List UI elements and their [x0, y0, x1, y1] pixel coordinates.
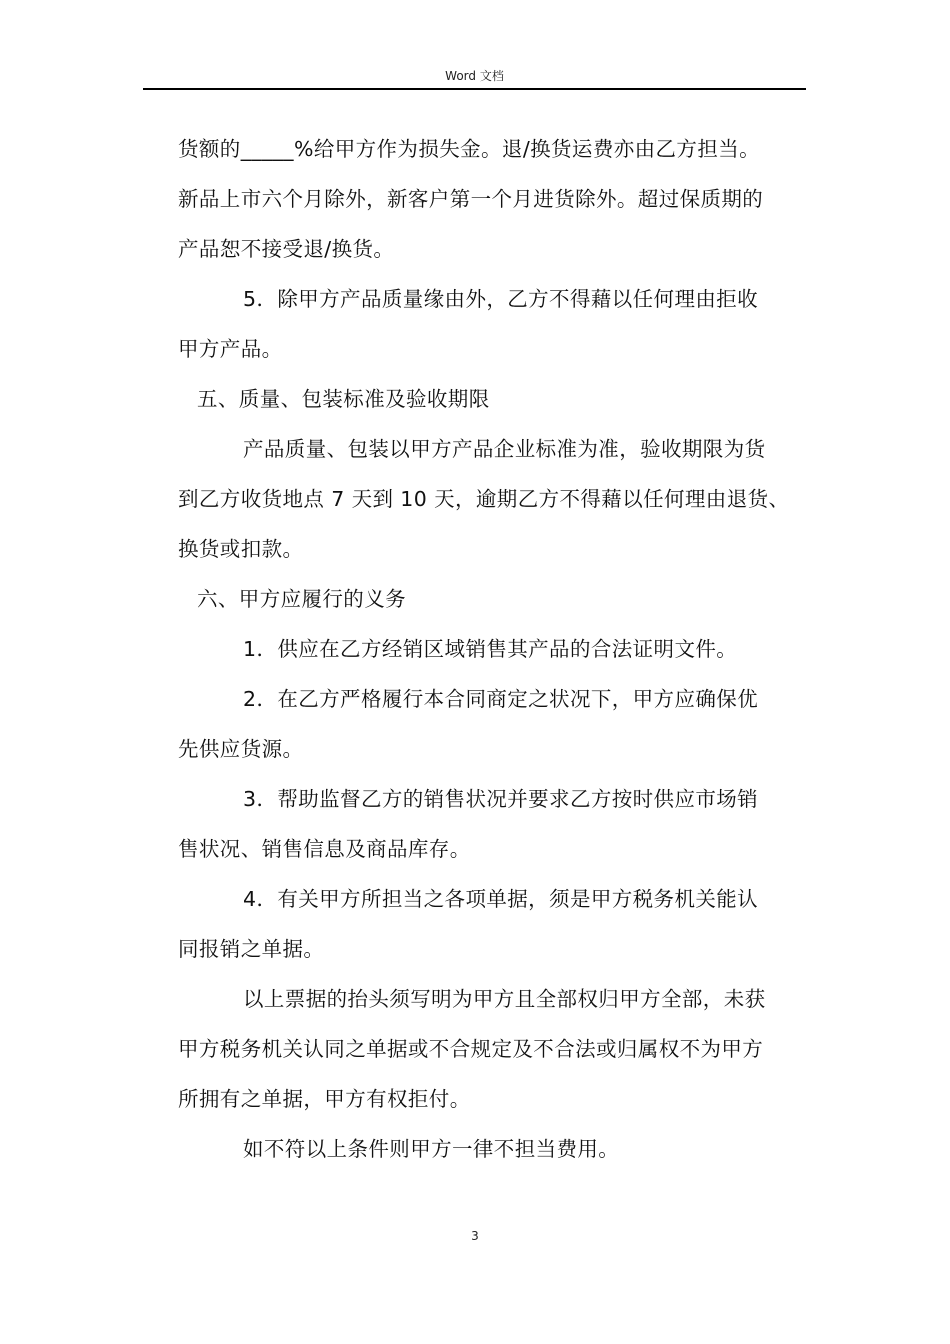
text-line: 甲方税务机关认同之单据或不合规定及不合法或归属权不为甲方: [178, 1037, 764, 1061]
text-line: 如不符以上条件则甲方一律不担当费用。: [243, 1137, 620, 1161]
text-line: 3．帮助监督乙方的销售状况并要求乙方按时供应市场销: [243, 787, 759, 811]
page-number: 3: [471, 1229, 479, 1243]
text-line: 5．除甲方产品质量缘由外，乙方不得藉以任何理由拒收: [243, 287, 759, 311]
text-line: 产品恕不接受退/换货。: [178, 237, 395, 261]
section-heading: 六、甲方应履行的义务: [197, 587, 406, 611]
text-line: 4．有关甲方所担当之各项单据，须是甲方税务机关能认: [243, 887, 759, 911]
header-title: Word 文档: [445, 69, 504, 83]
section-heading: 五、质量、包装标准及验收期限: [197, 387, 490, 411]
text-line: 先供应货源。: [178, 737, 304, 761]
text-line: 到乙方收货地点 7 天到 10 天，逾期乙方不得藉以任何理由退货、: [178, 487, 790, 511]
text-line: 2．在乙方严格履行本合同商定之状况下，甲方应确保优: [243, 687, 759, 711]
text-line: 所拥有之单据，甲方有权拒付。: [178, 1087, 471, 1111]
text-line: 同报销之单据。: [178, 937, 325, 961]
text-line: 换货或扣款。: [178, 537, 304, 561]
text-line: 以上票据的抬头须写明为甲方且全部权归甲方全部，未获: [243, 987, 766, 1011]
text-line: 甲方产品。: [178, 337, 283, 361]
text-line: 售状况、销售信息及商品库存。: [178, 837, 471, 861]
text-line: 货额的_____%给甲方作为损失金。退/换货运费亦由乙方担当。: [178, 137, 761, 161]
text-line: 1．供应在乙方经销区域销售其产品的合法证明文件。: [243, 637, 738, 661]
text-line: 产品质量、包装以甲方产品企业标准为准，验收期限为货: [243, 437, 766, 461]
page-footer: [0, 1228, 950, 1244]
text-line: 新品上市六个月除外，新客户第一个月进货除外。超过保质期的: [178, 187, 764, 211]
